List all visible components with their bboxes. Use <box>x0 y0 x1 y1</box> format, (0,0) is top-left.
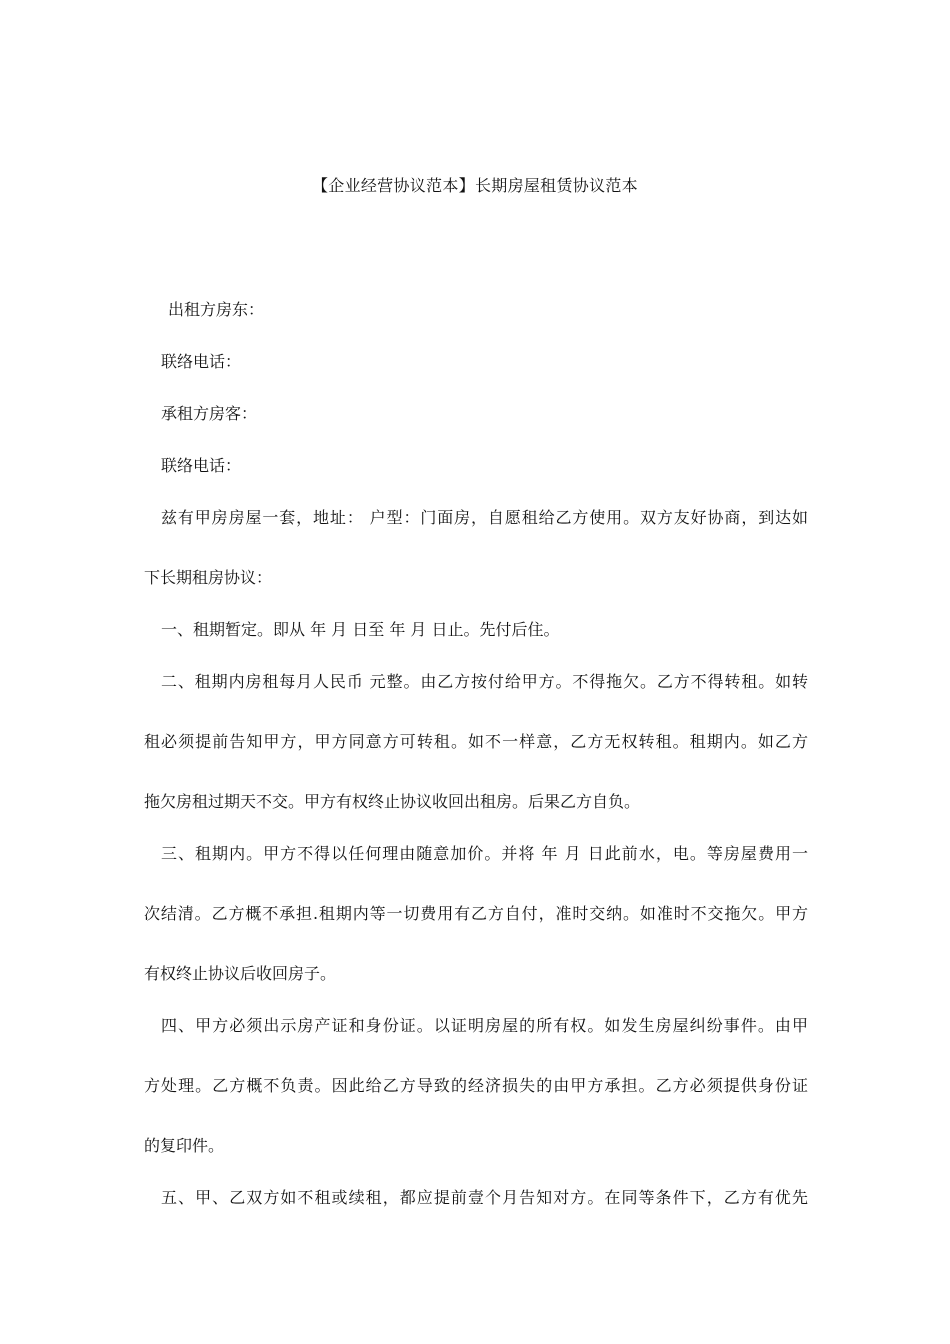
clause-1-paragraph <box>144 619 808 641</box>
paragraph-line: 四、甲方必须出示房产证和身份证。以证明房屋的所有权。如发生房屋纠纷事件。由甲 <box>161 1016 808 1035</box>
clause-4-paragraph <box>144 1015 808 1157</box>
paragraph-line: 二、租期内房租每月人民币 元整。由乙方按付给甲方。不得拖欠。乙方不得转租。如转 <box>161 672 808 691</box>
paragraph-line: 次结清。乙方概不承担.租期内等一切费用有乙方自付，准时交纳。如准时不交拖欠。甲方 <box>144 904 808 923</box>
clause-3-paragraph <box>144 843 808 985</box>
document-title: 【企业经营协议范本】长期房屋租赁协议范本 <box>311 176 638 195</box>
tenant-field: 承租方房客： <box>161 404 258 423</box>
paragraph-line: 租必须提前告知甲方，甲方同意方可转租。如不一样意，乙方无权转租。租期内。如乙方 <box>144 732 808 751</box>
landlord-field: 出租方房东： <box>168 300 265 319</box>
paragraph-line: 兹有甲房房屋一套，地址： 户型：门面房，自愿租给乙方使用。双方友好协商，到达如 <box>161 508 808 527</box>
tenant-phone-field: 联络电话： <box>161 456 242 475</box>
paragraph-line: 三、租期内。甲方不得以任何理由随意加价。并将 年 月 日此前水，电。等房屋费用一 <box>161 844 808 863</box>
paragraph-line: 拖欠房租过期天不交。甲方有权终止协议收回出租房。后果乙方自负。 <box>144 792 641 811</box>
landlord-phone-field: 联络电话： <box>161 352 242 371</box>
clause-2-paragraph <box>144 671 808 813</box>
paragraph-line: 五、甲、乙双方如不租或续租，都应提前壹个月告知对方。在同等条件下，乙方有优先 <box>161 1188 808 1207</box>
intro-paragraph <box>144 507 808 589</box>
clause-5-paragraph <box>144 1187 808 1209</box>
paragraph-line: 方处理。乙方概不负责。因此给乙方导致的经济损失的由甲方承担。乙方必须提供身份证 <box>144 1076 808 1095</box>
paragraph-line: 一、租期暂定。即从 年 月 日至 年 月 日止。先付后住。 <box>161 620 560 639</box>
paragraph-line: 的复印件。 <box>144 1136 225 1155</box>
document-body <box>144 299 808 1239</box>
paragraph-line: 下长期租房协议： <box>144 568 273 587</box>
paragraph-line: 有权终止协议后收回房子。 <box>144 964 337 983</box>
